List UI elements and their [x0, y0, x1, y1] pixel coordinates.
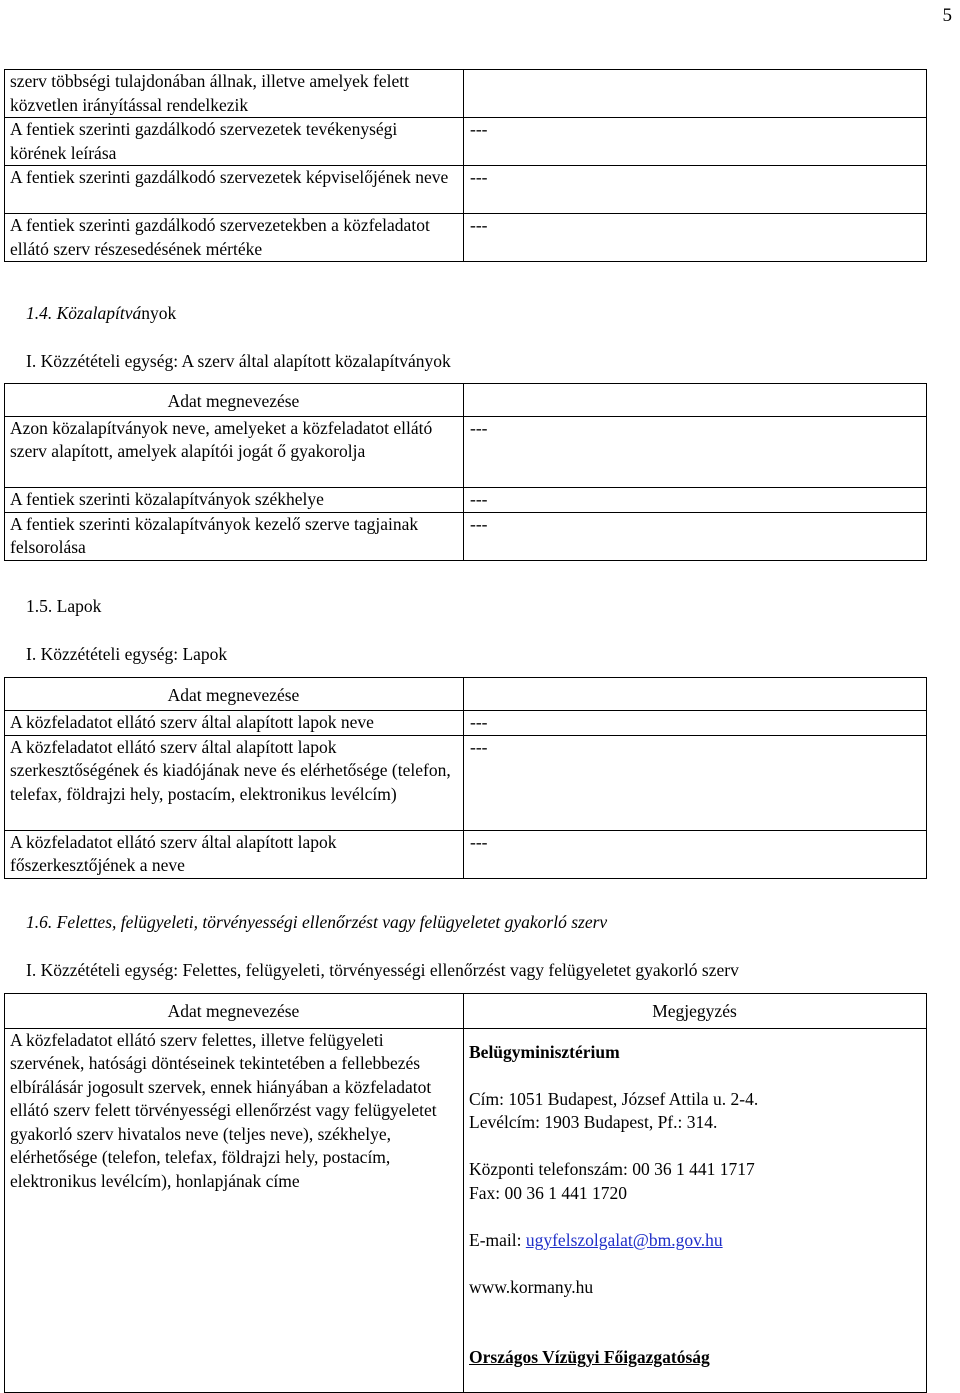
postal-address: Levélcím: 1903 Budapest, Pf.: 314. — [469, 1112, 718, 1133]
table-cell-note — [464, 1028, 927, 1392]
table-row — [5, 830, 927, 878]
column-header-name: Adat megnevezése — [5, 678, 464, 711]
column-header-name: Adat megnevezése — [5, 994, 464, 1029]
address: Cím: 1051 Budapest, József Attila u. 2-4. — [469, 1088, 759, 1109]
page-number: 5 — [942, 5, 952, 26]
table-lapok — [4, 677, 927, 879]
website: www.kormany.hu — [469, 1276, 594, 1297]
table-row — [5, 487, 927, 512]
table-cell-name: szerv többségi tulajdonában állnak, illetve amelyek felett közvetlen irányítással rendelkezik — [5, 70, 464, 118]
table-row — [5, 214, 927, 262]
section-title-1-6: 1.6. Felettes, felügyeleti, törvényességi ellenőrzést vagy felügyeletet gyakorló szerv — [26, 912, 608, 932]
table-row — [5, 710, 927, 735]
table-row — [5, 735, 927, 830]
table-cell-name: A fentiek szerinti közalapítványok kezelő szerve tagjainak felsorolása — [5, 512, 464, 560]
table-header-row — [5, 384, 927, 417]
phone: Központi telefonszám: 00 36 1 441 1717 — [469, 1159, 755, 1180]
table-row — [5, 512, 927, 560]
table-row — [5, 1028, 927, 1392]
table-cell-name: A közfeladatot ellátó szerv által alapított lapok neve — [5, 710, 464, 735]
table-cell-value: --- — [464, 166, 927, 214]
table-cell-value: --- — [464, 710, 927, 735]
table-cell-value: --- — [464, 416, 927, 487]
section-unit-1-5: I. Közzétételi egység: Lapok — [26, 644, 228, 664]
column-header-name: Adat megnevezése — [5, 384, 464, 417]
org-name-2: Országos Vízügyi Főigazgatóság — [469, 1347, 710, 1368]
section-title-1-5: 1.5. Lapok — [26, 596, 102, 616]
table-cell-value — [464, 70, 927, 118]
table-felugyeleti-szerv — [4, 993, 927, 1393]
table-gazdalkodo-szervezetek — [4, 69, 927, 262]
table-cell-name: A közfeladatot ellátó szerv által alapított lapok főszerkesztőjének a neve — [5, 830, 464, 878]
table-row — [5, 70, 927, 118]
table-cell-value: --- — [464, 512, 927, 560]
table-cell-name: A közfeladatot ellátó szerv által alapított lapok szerkesztőségének és kiadójának neve és elérhetősége (telefon, telefax, földrajzi hely, postacím, elektronikus levélcím) — [5, 735, 464, 830]
column-header-value — [464, 678, 927, 711]
section-unit-1-4: I. Közzétételi egység: A szerv által alapított közalapítványok — [26, 351, 451, 371]
table-cell-value: --- — [464, 735, 927, 830]
table-header-row — [5, 678, 927, 711]
org-name: Belügyminisztérium — [469, 1041, 620, 1062]
column-header-value — [464, 384, 927, 417]
table-cell-name: A közfeladatot ellátó szerv felettes, illetve felügyeleti szervének, hatósági döntéseinek tekintetében a fellebbezés elbírálásár jogosult szervek, ennek hiányában a közfeladatot ellátó szerv felett törvényességi ellenőrzést vagy felügyeletet gyakorló szerv hivatalos neve (teljes neve), székhelye, elérhetősége (telefon, telefax, földrajzi hely, postacím, elektronikus levélcím), honlapjának címe — [5, 1028, 464, 1392]
table-cell-value: --- — [464, 487, 927, 512]
table-header-row — [5, 994, 927, 1029]
table-cell-value: --- — [464, 830, 927, 878]
table-cell-value: --- — [464, 214, 927, 262]
email-line — [469, 1229, 920, 1253]
table-kozalapitvanyok — [4, 383, 927, 561]
table-cell-name: A fentiek szerinti gazdálkodó szervezetekben a közfeladatot ellátó szerv részesedésének mértéke — [5, 214, 464, 262]
table-cell-name: A fentiek szerinti gazdálkodó szervezetek képviselőjének neve — [5, 166, 464, 214]
table-cell-name: Azon közalapítványok neve, amelyeket a közfeladatot ellátó szerv alapított, amelyek alapítói jogát ő gyakorolja — [5, 416, 464, 487]
table-cell-name: A fentiek szerinti gazdálkodó szervezetek tevékenységi körének leírása — [5, 118, 464, 166]
section-title-1-4: 1.4. Közalapítványok — [26, 303, 177, 323]
table-cell-value: --- — [464, 118, 927, 166]
fax: Fax: 00 36 1 441 1720 — [469, 1182, 627, 1203]
table-row — [5, 416, 927, 487]
section-unit-1-6: I. Közzétételi egység: Felettes, felügyeleti, törvényességi ellenőrzést vagy felügyeletet gyakorló szerv — [26, 960, 739, 980]
table-row — [5, 166, 927, 214]
table-row — [5, 118, 927, 166]
column-header-note: Megjegyzés — [464, 994, 927, 1029]
email-link[interactable]: ugyfelszolgalat@bm.gov.hu — [525, 1229, 723, 1250]
email-label: E-mail: — [469, 1229, 526, 1250]
table-cell-name: A fentiek szerinti közalapítványok székhelye — [5, 487, 464, 512]
